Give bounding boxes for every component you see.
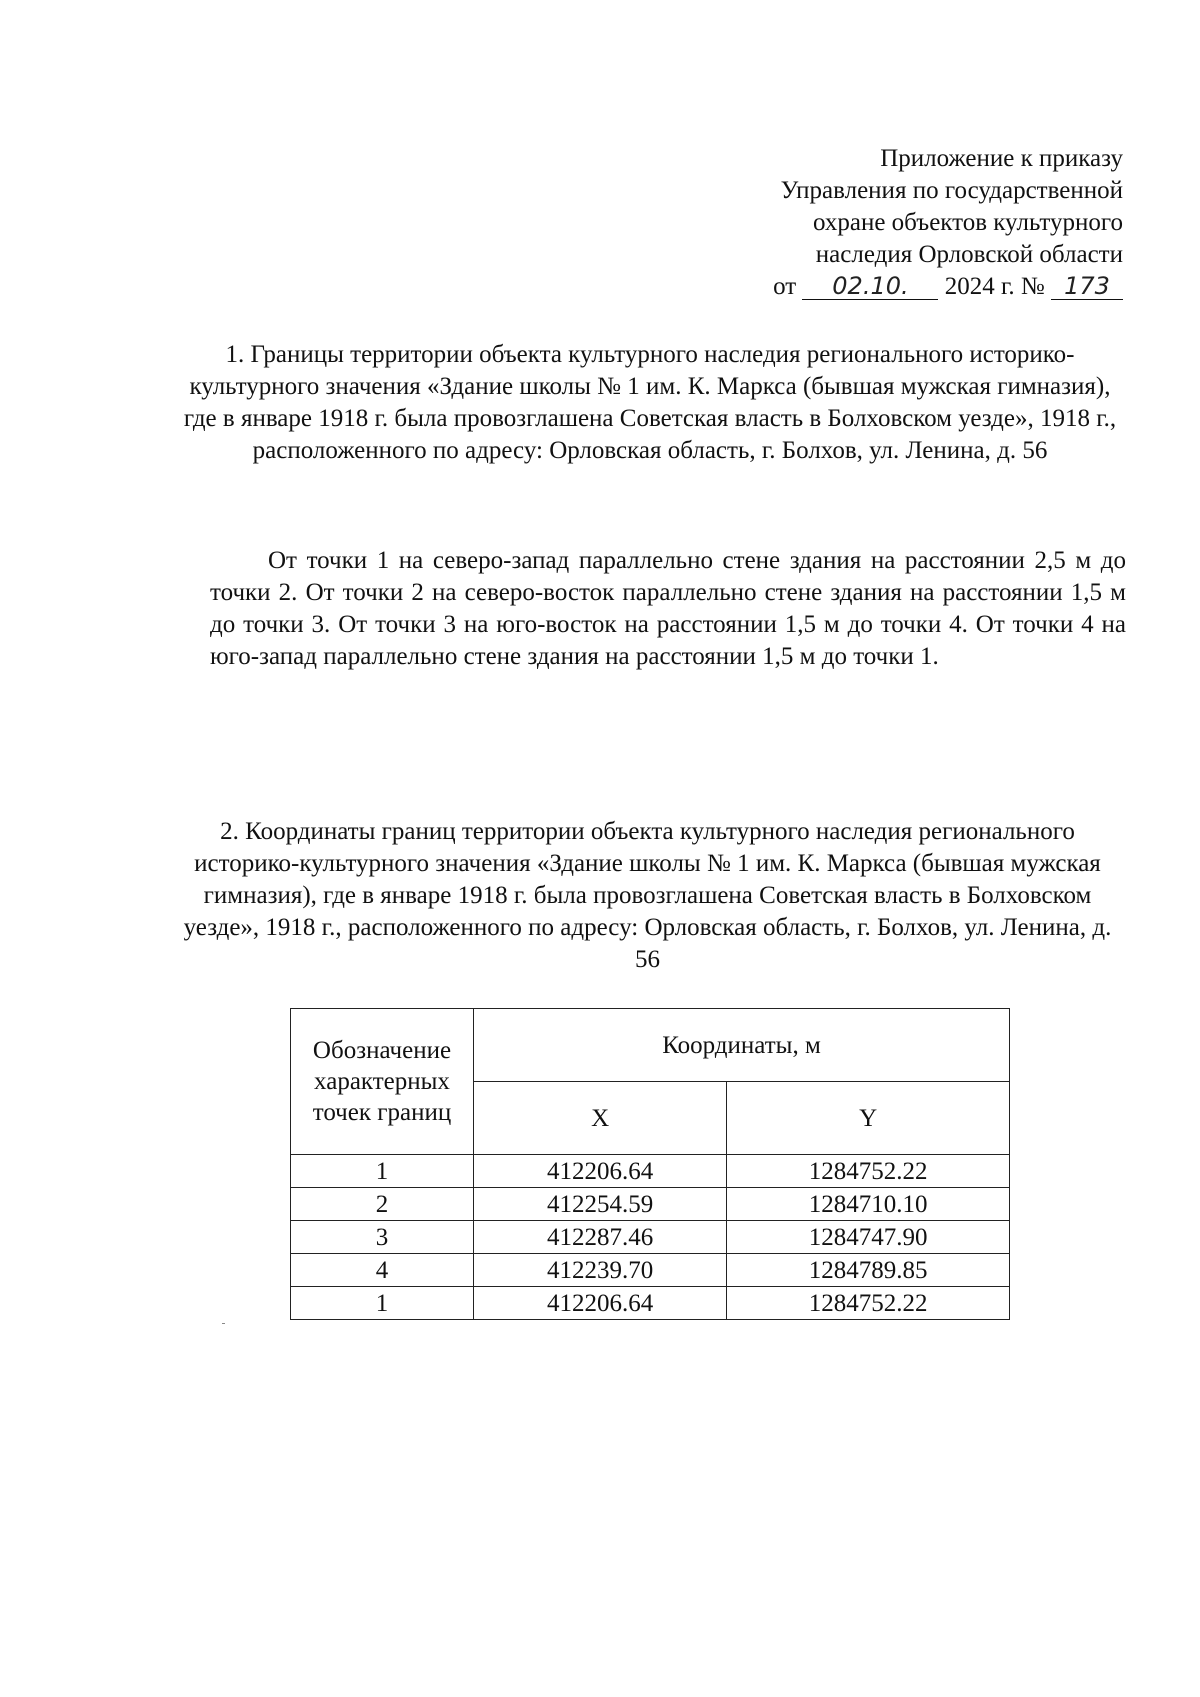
y-cell: 1284710.10 (727, 1188, 1010, 1221)
scan-speck (222, 1323, 225, 1324)
point-cell: 1 (291, 1287, 474, 1320)
appendix-header (643, 143, 1123, 303)
header-points: Обозначение характерных точек границ (291, 1009, 474, 1155)
order-date-line (643, 271, 1123, 303)
year-text: 2024 г. № (944, 273, 1045, 300)
handwritten-order-number: 173 (1051, 273, 1123, 300)
section1-title: 1. Границы территории объекта культурного наследия регионального историко-культурного значения «Здание школы № 1 им. К. Маркса (бывшая мужская гимназия), где в январе 1918 г. была провозглашена Советская власть в Болховском уезде», 1918 г., расположенного по адресу: Орловская область, г. Болхов, ул. Ленина, д. 56 (183, 341, 1117, 464)
x-cell: 412206.64 (474, 1287, 727, 1320)
date-prefix: от (773, 273, 797, 300)
header-x: X (474, 1082, 727, 1155)
table-row (291, 1254, 1010, 1287)
x-cell: 412254.59 (474, 1188, 727, 1221)
x-cell: 412239.70 (474, 1254, 727, 1287)
x-cell: 412287.46 (474, 1221, 727, 1254)
table-row (291, 1221, 1010, 1254)
table-row (291, 1188, 1010, 1221)
point-cell: 2 (291, 1188, 474, 1221)
coordinates-table (290, 1008, 1010, 1320)
table-row (291, 1155, 1010, 1188)
point-cell: 1 (291, 1155, 474, 1188)
header-y: Y (727, 1082, 1010, 1155)
header-line-1: Приложение к приказу (880, 145, 1123, 172)
header-line-3: охране объектов культурного (812, 209, 1123, 236)
header-line-4: наследия Орловской области (815, 241, 1123, 268)
x-cell: 412206.64 (474, 1155, 727, 1188)
handwritten-date: 02.10. (802, 273, 938, 300)
point-cell: 3 (291, 1221, 474, 1254)
y-cell: 1284752.22 (727, 1287, 1010, 1320)
header-coordinates: Координаты, м (474, 1009, 1010, 1082)
header-line-2: Управления по государственной (780, 177, 1123, 204)
y-cell: 1284747.90 (727, 1221, 1010, 1254)
section2-title: 2. Координаты границ территории объекта культурного наследия регионального историко-культурного значения «Здание школы № 1 им. К. Маркса (бывшая мужская гимназия), где в январе 1918 г. была провозглашена Советская власть в Болховском уезде», 1918 г., расположенного по адресу: Орловская область, г. Болхов, ул. Ленина, д. 56 (183, 818, 1112, 973)
y-cell: 1284752.22 (727, 1155, 1010, 1188)
y-cell: 1284789.85 (727, 1254, 1010, 1287)
table-row (291, 1287, 1010, 1320)
boundary-description: От точки 1 на северо-запад параллельно стене здания на расстоянии 2,5 м до точки 2. От точки 2 на северо-восток параллельно стене здания на расстоянии 1,5 м до точки 3. От точки 3 на юго-восток на расстоянии 1,5 м до точки 4. От точки 4 на юго-запад параллельно стене здания на расстоянии 1,5 м до точки 1. (210, 547, 1126, 670)
point-cell: 4 (291, 1254, 474, 1287)
